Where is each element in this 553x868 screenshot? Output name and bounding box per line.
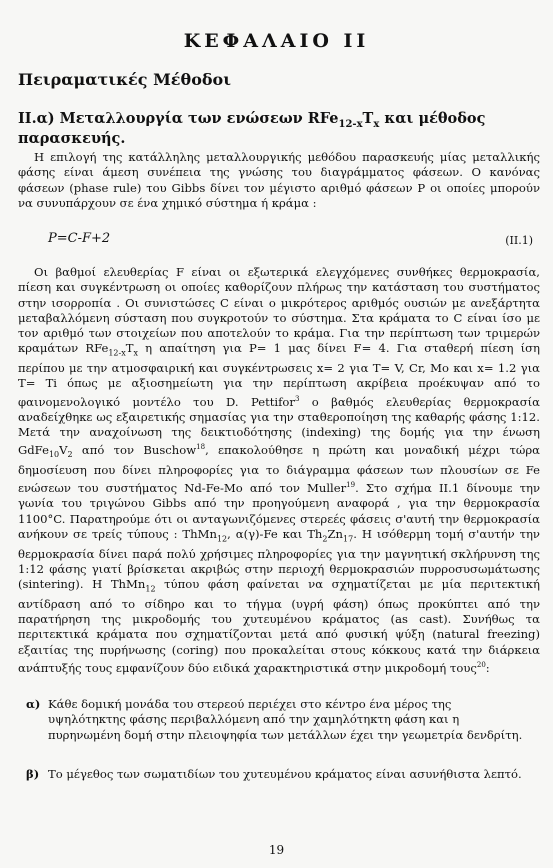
chapter-title: ΚΕΦΑΛΑΙΟ ΙΙ bbox=[183, 30, 370, 52]
equation-number: (II.1) bbox=[505, 234, 533, 247]
paragraph-degrees-freedom: Οι βαθμοί ελευθερίας F είναι οι εξωτερικά ελεγχόμενες συνθήκες θερμοκρασία, πίεση και συγκέντρωση οι οποίες καθορίζουν πλήρως την κατάσταση του συστήματος στην ισορροπία . Οι συνιστώσες C είναι ο μικρότερος αριθμός ουσιών με ανεξάρτητα μεταβαλλόμενη σύσταση που συγκροτούν το σύστημα. Στα κράματα το C είναι ίσο με τον αριθμό των στοιχείων που αποτελούν το κράμα. Για την περίπτωση των τριμερών κραμάτων $RFe_{12-x}T_x$ η απαίτηση για P= 1 μας δίνει F= 4. Για σταθερή πίεση ίση περίπου με την ατμοσφαιρική και συγκέντρωσεις x= 2 για T= V, Cr, Mo και x= 1.2 για T= Ti όπως με αξιοσημείωτη για την περίπτωση ακρίβεια προέκυψαν από το φαινομενολογικό μοντέλο του D. Pettifor$^3$ ο βαθμός ελευθερίας θερμοκρασία αναδείχθηκε ως εξαιρετικής σημασίας για την σταθεροποίηση της καθαρής φάσης 1:12. Μετά την αναχοίνωση της δεικτιοδότησης (indexing) της δομής για την ένωση $GdFe_{10}V_2$ από τον Buschow$^{18}$, επακολούθησε η πρώτη και μοναδική μέχρι τώρα δημοσίευση που δίνει πληροφορίες για το διάγραμμα φάσεων των πλουσίων σε Fe ενώσεων του συστήματος Nd-Fe-Mo από τον Muller$^{19}$. Στο σχήμα ΙΙ.1 δίνουμε την γωνία του τριγώνου Gibbs από την προηγούμενη αναφορά , για την θερμοκρασία 1100°C. Παρατηρούμε ότι οι ανταγωνιζόμενες στερεές φάσεις σ'αυτή την θερμοκρασία ανήκουν σε τρείς τύπους : ThMn$_{12}$, α(γ)-Fe και $Th_2Zn_{17}$. Η ισόθερμη τομή σ'αυτήν την θερμοκρασία δίνει παρά πολύ χρήσιμες πληροφορίες για την μαγνητική σκλήρυνση της 1:12 φάσης γιατί βρίσκεται ακριβώς στην περιοχή θερμοκρασιών πυρροσυσωμάτωσης (sintering). Η ThMn$_{12}$ τύπου φάση φαίνεται να σχηματίζεται με μία περιτεκτική αντίδραση από το σίδηρο και το τήγμα (υγρή φάση) όπως προκύπτει από την παρατήρηση της μικροδομής του χυτευμένου κράματος (as cast). Συνήθως τα περιτεκτικά κράματα που σχηματίζονται μετά από φυσική ψύξη (natural freezing) εξαιτίας της πυρήνωσης (coring) που προκαλείται στους κόκκους κατά την διάρκεια ανάπτυξής τους εμφανίζουν δύο ειδικά χαρακτηριστικά στην μικροδομή τους$^{20}$: bbox=[18, 265, 540, 675]
section-title: Πειραματικές Μέθοδοι bbox=[18, 70, 231, 89]
list-item bbox=[26, 697, 526, 743]
formula-gibbs: P=C-F+2 bbox=[48, 231, 111, 246]
page-number: 19 bbox=[268, 843, 285, 857]
list-item bbox=[26, 767, 526, 782]
list-item-text: Κάθε δομική μονάδα του στερεού περιέχει στο κέντρο ένα μέρος της υψηλότηκτης φάσης περιβαλλόμενη από την χαμηλότηκτη φάση και η πυρηνωμένη δομή στην πλειοψηφία των μετάλλων έχει την γεωμετρία δενδρίτη. bbox=[48, 697, 523, 742]
paragraph-phase-rule: Η επιλογή της κατάλληλης μεταλλουργικής μεθόδου παρασκευής μίας μεταλλικής φάσης είναι άμεση συνέπεια της γνώσης του διαγράμματος φάσεων. Ο κανόνας φάσεων (phase rule) του Gibbs δίνει τον μέγιστο αριθμό φάσεων P οι οποίες μπορούν να συνυπάρχουν σε ένα χημικό σύστημα ή κράμα : bbox=[18, 150, 540, 210]
list-item-label: α) bbox=[26, 697, 41, 711]
subsection-title: ΙΙ.α) Μεταλλουργία των ενώσεων $RFe_{12-x}T_x$ και μέθοδος παρασκευής. bbox=[18, 110, 486, 147]
list-item-label: β) bbox=[26, 767, 40, 781]
list-item-text: Το μέγεθος των σωματιδίων του χυτευμένου κράματος είναι ασυνήθιστα λεπτό. bbox=[48, 767, 522, 781]
